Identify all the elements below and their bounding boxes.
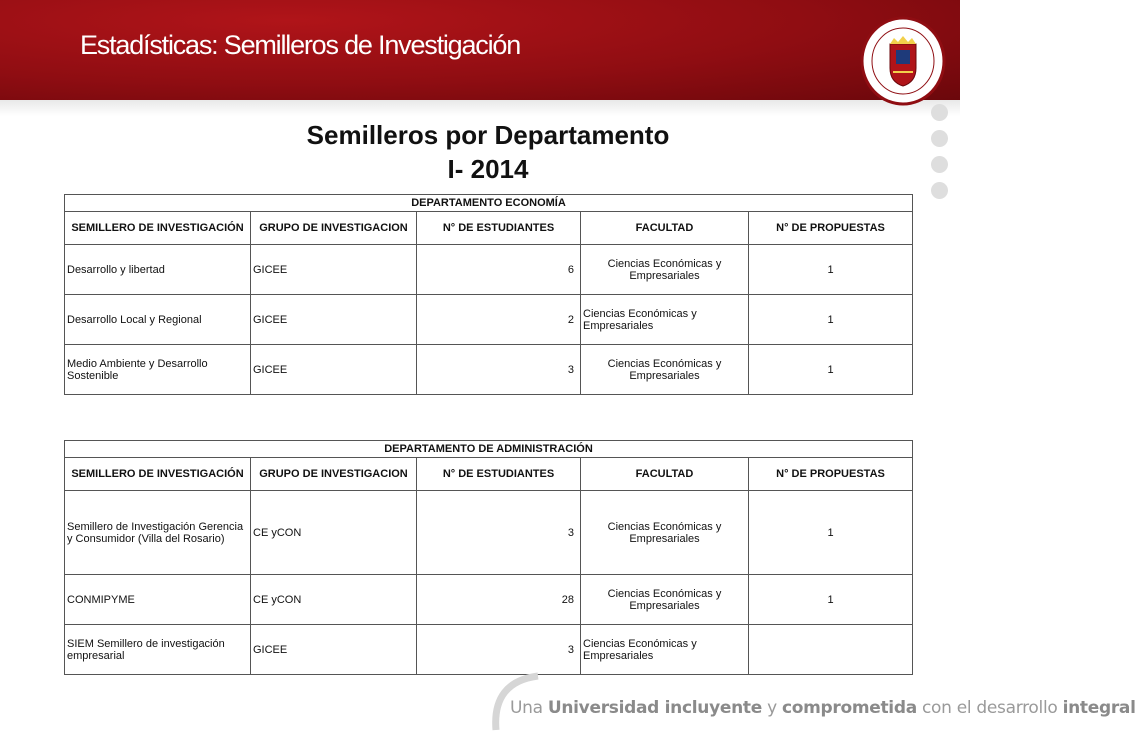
- col-header-facultad: FACULTAD: [581, 458, 749, 491]
- cell-estudiantes: 3: [417, 345, 581, 395]
- cell-propuestas: 1: [749, 245, 913, 295]
- column-header-row: [65, 458, 913, 491]
- cell-facultad: Ciencias Económicas y Empresariales: [581, 295, 749, 345]
- col-header-grupo: GRUPO DE INVESTIGACION: [251, 212, 417, 245]
- col-header-semillero: SEMILLERO DE INVESTIGACIÓN: [65, 458, 251, 491]
- table-row: [65, 491, 913, 575]
- cell-propuestas: [749, 625, 913, 675]
- col-header-semillero: SEMILLERO DE INVESTIGACIÓN: [65, 212, 251, 245]
- main-heading-line2: I- 2014: [447, 154, 529, 184]
- footer-part-1: Una: [510, 698, 548, 718]
- cell-semillero: SIEM Semillero de investigación empresarial: [65, 625, 251, 675]
- cell-grupo: GICEE: [251, 245, 417, 295]
- footer-part-6: integral: [1062, 698, 1136, 718]
- table-economia: [64, 194, 913, 395]
- cell-grupo: GICEE: [251, 295, 417, 345]
- cell-facultad: Ciencias Económicas y Empresariales: [581, 245, 749, 295]
- cell-estudiantes: 3: [417, 625, 581, 675]
- cell-propuestas: 1: [749, 491, 913, 575]
- table-row: [65, 245, 913, 295]
- university-seal-logo: [860, 16, 946, 106]
- main-heading-line1: Semilleros por Departamento: [306, 120, 670, 150]
- table-row: [65, 575, 913, 625]
- cell-grupo: CE yCON: [251, 491, 417, 575]
- main-heading: [0, 118, 976, 186]
- table-administracion: [64, 440, 913, 675]
- footer-part-3: y: [761, 698, 782, 718]
- cell-estudiantes: 2: [417, 295, 581, 345]
- department-name: DEPARTAMENTO ECONOMÍA: [65, 195, 913, 212]
- col-header-propuestas: N° DE PROPUESTAS: [749, 458, 913, 491]
- footer-part-4: comprometida: [781, 698, 917, 718]
- table-row: [65, 345, 913, 395]
- col-header-propuestas: N° DE PROPUESTAS: [749, 212, 913, 245]
- header-banner: [0, 0, 960, 102]
- cell-estudiantes: 6: [417, 245, 581, 295]
- cell-semillero: Desarrollo Local y Regional: [65, 295, 251, 345]
- cell-estudiantes: 3: [417, 491, 581, 575]
- cell-grupo: GICEE: [251, 345, 417, 395]
- cell-propuestas: 1: [749, 295, 913, 345]
- cell-semillero: Semillero de Investigación Gerencia y Consumidor (Villa del Rosario): [65, 491, 251, 575]
- cell-facultad: Ciencias Económicas y Empresariales: [581, 491, 749, 575]
- cell-facultad: Ciencias Económicas y Empresariales: [581, 575, 749, 625]
- footer-slogan: [510, 698, 1136, 718]
- cell-grupo: CE yCON: [251, 575, 417, 625]
- footer-part-2: Universidad incluyente: [547, 698, 762, 718]
- col-header-estudiantes: N° DE ESTUDIANTES: [417, 458, 581, 491]
- department-header-row: [65, 195, 913, 212]
- col-header-estudiantes: N° DE ESTUDIANTES: [417, 212, 581, 245]
- cell-propuestas: 1: [749, 345, 913, 395]
- table-row: [65, 625, 913, 675]
- col-header-grupo: GRUPO DE INVESTIGACION: [251, 458, 417, 491]
- cell-semillero: Medio Ambiente y Desarrollo Sostenible: [65, 345, 251, 395]
- col-header-facultad: FACULTAD: [581, 212, 749, 245]
- page-title: Estadísticas: Semilleros de Investigación: [80, 30, 521, 60]
- cell-estudiantes: 28: [417, 575, 581, 625]
- header-shadow: [0, 100, 960, 116]
- cell-semillero: CONMIPYME: [65, 575, 251, 625]
- department-name: DEPARTAMENTO DE ADMINISTRACIÓN: [65, 441, 913, 458]
- table-row: [65, 295, 913, 345]
- cell-propuestas: 1: [749, 575, 913, 625]
- cell-facultad: Ciencias Económicas y Empresariales: [581, 625, 749, 675]
- department-header-row: [65, 441, 913, 458]
- cell-facultad: Ciencias Económicas y Empresariales: [581, 345, 749, 395]
- cell-semillero: Desarrollo y libertad: [65, 245, 251, 295]
- column-header-row: [65, 212, 913, 245]
- cell-grupo: GICEE: [251, 625, 417, 675]
- footer-part-5: con el desarrollo: [916, 698, 1063, 718]
